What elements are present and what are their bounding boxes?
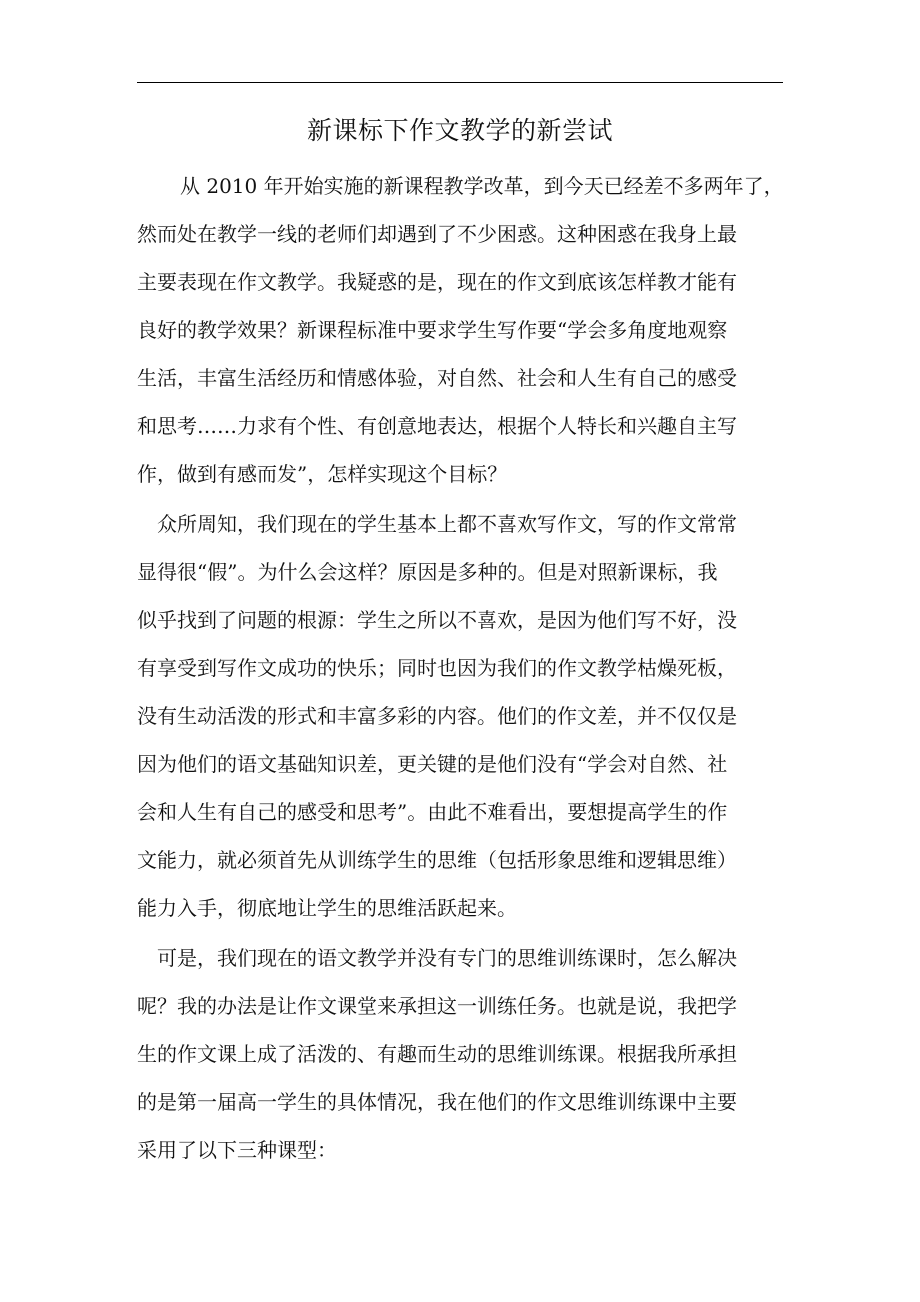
paragraph-1-line-6: 和思考……力求有个性、有创意地表达，根据个人特长和兴趣自主写	[137, 414, 737, 438]
paragraph-1-line-4: 良好的教学效果？新课程标准中要求学生写作要“学会多角度地观察	[137, 318, 728, 342]
paragraph-3-line-3: 生的作文课上成了活泼的、有趣而生动的思维训练课。根据我所承担	[137, 1042, 737, 1066]
paragraph-1-line-5: 生活，丰富生活经历和情感体验，对自然、社会和人生有自己的感受	[137, 366, 737, 390]
paragraph-1-line-2: 然而处在教学一线的老师们却遇到了不少困惑。这种困惑在我身上最	[137, 222, 737, 246]
paragraph-3-line-4: 的是第一届高一学生的具体情况，我在他们的作文思维训练课中主要	[137, 1090, 737, 1114]
paragraph-2-line-8: 文能力，就必须首先从训练学生的思维（包括形象思维和逻辑思维）	[137, 848, 737, 872]
paragraph-3-line-1: 可是，我们现在的语文教学并没有专门的思维训练课时，怎么解决	[157, 946, 737, 970]
paragraph-1-line-7: 作，做到有感而发”，怎样实现这个目标？	[137, 462, 508, 486]
paragraph-1-line-1: 从 2010 年开始实施的新课程教学改革，到今天已经差不多两年了，	[180, 174, 784, 198]
paragraph-2-line-1: 众所周知，我们现在的学生基本上都不喜欢写作文，写的作文常常	[157, 512, 737, 536]
paragraph-3-line-2: 呢？我的办法是让作文课堂来承担这一训练任务。也就是说，我把学	[137, 994, 737, 1018]
header-rule	[137, 82, 783, 83]
paragraph-2-line-6: 因为他们的语文基础知识差，更关键的是他们没有“学会对自然、社	[137, 752, 728, 776]
paragraph-2-line-2: 显得很“假”。为什么会这样？原因是多种的。但是对照新课标，我	[137, 560, 718, 584]
paragraph-2-line-5: 没有生动活泼的形式和丰富多彩的内容。他们的作文差，并不仅仅是	[137, 704, 737, 728]
paragraph-2-line-7: 会和人生有自己的感受和思考”。由此不难看出，要想提高学生的作	[137, 800, 728, 824]
paragraph-3-line-5: 采用了以下三种课型：	[137, 1138, 337, 1162]
document-title: 新课标下作文教学的新尝试	[306, 116, 613, 145]
paragraph-2-line-3: 似乎找到了问题的根源：学生之所以不喜欢，是因为他们写不好，没	[137, 608, 737, 632]
paragraph-2-line-9: 能力入手，彻底地让学生的思维活跃起来。	[137, 896, 517, 920]
paragraph-2-line-4: 有享受到写作文成功的快乐；同时也因为我们的作文教学枯燥死板，	[137, 656, 737, 680]
paragraph-1-line-3: 主要表现在作文教学。我疑惑的是，现在的作文到底该怎样教才能有	[137, 270, 737, 294]
